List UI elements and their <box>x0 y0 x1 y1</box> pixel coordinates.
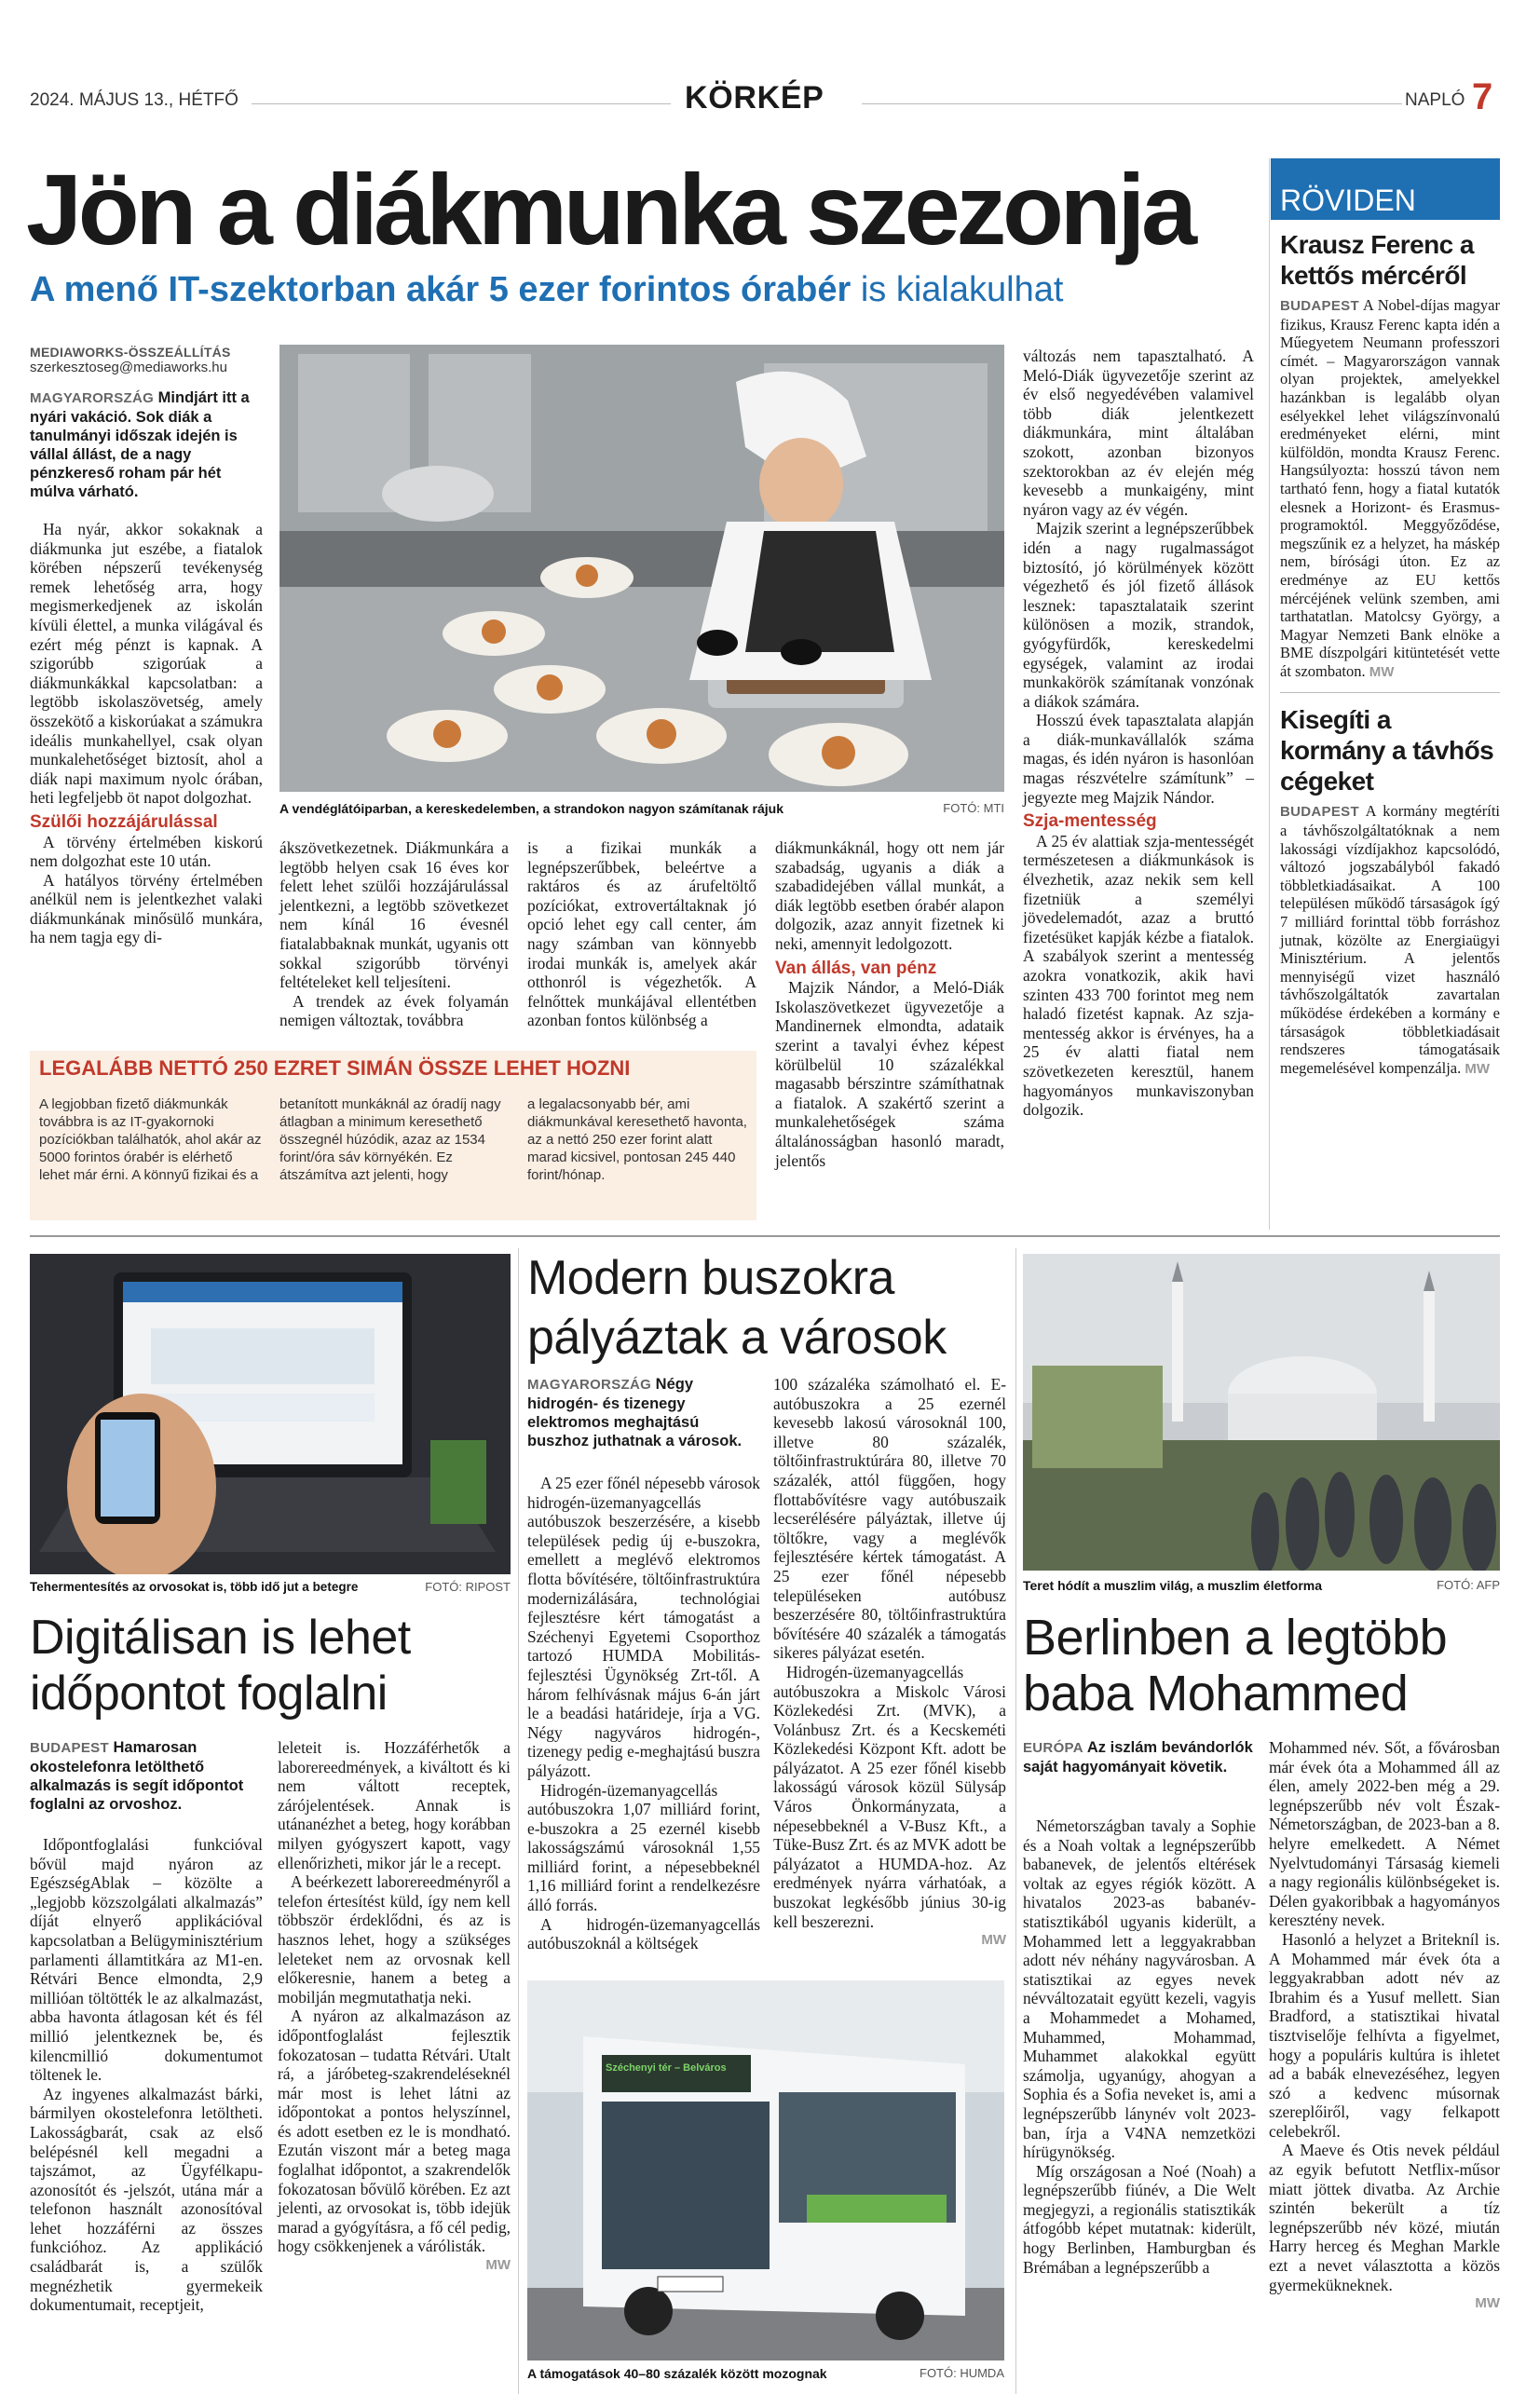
signature: MW <box>981 1932 1006 1949</box>
paragraph: Ha nyár, akkor sokaknak a diákmunka jut eszébe, a fiatalok körében népszerű tevékenység remek lehetőség arra, hogy megismerkedjenek az iskolán kívüli élettel, a munka világával és ezért még pénzt is kapnak. A szigorúbb szigorúak a diákmunkákkal kapcsolatban: a legtöbb iskolaszövetség, amely összekötő a kiskorúakat a számukra ideális munkahellyel, csak olyan munkalehetőséget biztosít, ahol a diák napi maximum nyolc órában, heti legfeljebb öt napot dolgozhat. <box>30 520 263 808</box>
roviden-item-title: Krausz Ferenc a kettős mércéről <box>1280 230 1474 290</box>
digital-col1 <box>30 1835 263 2315</box>
roviden-label: RÖVIDEN <box>1271 158 1500 220</box>
berlin-col1 <box>1023 1816 1256 2277</box>
info-box-title: LEGALÁBB NETTÓ 250 EZRET SIMÁN ÖSSZE LEHET HOZNI <box>39 1056 631 1080</box>
paragraph: Hidrogén-üzemanyagcellás autóbuszokra a Miskolc Városi Közlekedési Zrt. (MVK), a Volánbusz Zrt. és a Kecskeméti Közlekedési Központ Kft. adott be pályázatot. A 25 ezer főnél kisebb lakosságú városok közül Sülysáp Város Önkormányzata, a népesebbeknél a V-Busz Kft., a Tüke-Busz Zrt. és az MVK adott be pályázatot a HUMDA-hoz. Az eredmények nyárra várhatóak, a buszokat legkésőbb június 30-ig kell beszerezni. <box>773 1662 1006 1931</box>
lead-keyword: MAGYARORSZÁG <box>527 1377 652 1393</box>
paragraph: A beérkezett laborereedményről a telefon értesítést küld, így nem kell többször érdeklődni, és az is hasznos lehet, hogy a szükséges leleteket nem az orvosnak kell előkeresnie, hanem a beteg a mobilján megmutathatja neki. <box>278 1872 511 2007</box>
chef-photo <box>279 345 1004 792</box>
subtitle-rest: is kialakulhat <box>860 270 1064 309</box>
paragraph: Németországban tavaly a Sophie és a Noah voltak a legnépszerűbb babanevek, de jelentős eltérések voltak az egyes régiók között. A hivatalos 2023-as babanév-statisztikából ugyanis kiderült, a Mohammed lett a leggyakrabban adott név néhány nagyvárosban. A statisztikai az egyes nevek névváltozatait együtt kezeli, vagyis a Mohammedet a Mohamed, Muhammed, Mohammad, Muhammet alakokkal együtt számolja, ugyanúgy, ahogyan a Sophia és a Sofia neveket is, ami a legnépszerűbb lánynév volt 2023-ban, írja a V4NA nemzetközi hírügynökség. <box>1023 1816 1256 2162</box>
paragraph: változás nem tapasztalható. A Meló-Diák ügyvezetője szerint az év első negyedévében valamivel több diák jelentkezett diákmunkára, mint általában szokott, azonban bizonyos szektorokban az év elején még kevesebb a munkaigény, mint nyáron vagy az év végén. <box>1023 347 1254 519</box>
paragraph: A 25 év alattiak szja-mentességét természetesen a diákmunkások is élvezhetik, azaz nekik sem kell fizetniük a személyi jövedelemadót, azaz a bruttó fizetésüket kapják kézbe a fiatalok. A szabályok szerint a mentesség azokra vonatkozik, akik havi szinten 433 700 forintot meg nem haladó fizetést kapnak. Az szja-mentesség akkor is érvényes, ha a 25 év alatti fiatal nem szövetkezeten keresztül, hanem hagyományos munkaviszonyban dolgozik. <box>1023 831 1254 1120</box>
photo-credit: FOTÓ: HUMDA <box>920 2366 1004 2380</box>
paragraph: A Maeve és Otis nevek például az egyik befutott Netflix-műsor miatt jöttek divatba. Az Archie szintén bekerült a tíz legnépszerűbb név közé, miután Harry herceg és Meghan Markle ezt a nevet választotta a közös gyermekükneknek. <box>1269 2141 1500 2294</box>
roviden-item-title: Kisegíti a kormány a távhős cégeket <box>1280 705 1494 796</box>
paragraph: Hidrogén-üzemanyagcellás autóbuszokra 1,07 milliárd forint, e-buszokra a 25 ezernél kisebb lakosságszámú városoknál 1,55 milliárd forint, a népesebbeknél 1,16 milliárd forint a rendelkezésre álló forrás. <box>527 1780 760 1915</box>
mosque-photo <box>1023 1254 1500 1571</box>
paragraph: Majzik Nándor, a Meló-Diák Iskolaszövetkezet ügyvezetője a Mandinernek elmondta, adataik szerint a tavalyi évhez képest körülbelül 10 százalékkal magasabb bérszintre számíthatnak a fiatalok. A szakértő szerint a munkalehetőségek száma általánosságban hasonló maradt, jelentős <box>775 978 1004 1170</box>
info-box <box>30 1051 756 1220</box>
main-col2 <box>279 838 509 1030</box>
header-date: 2024. MÁJUS 13., HÉTFŐ <box>30 90 238 110</box>
photo-credit: FOTÓ: MTI <box>943 801 1004 815</box>
paragraph: A hidrogén-üzemanyagcellás autóbuszoknál a költségek <box>527 1914 760 1953</box>
paragraph: 100 százaléka számolható el. E-autóbuszokra a 25 ezernél kevesebb lakosú városoknál 100, illetve 80 százalék, töltőinfrastruktúrára 80, illetve 70 százalék, attól függően, hogy flottabővítésre vagy autóbuszaik lecserélésére pályáztak, illetve új töltőkre, vagy a meglévők fejlesztésére kértek támogatást. A 25 ezer főnél népesebb településeken autóbusz beszerzésére 80, töltőinfrastruktúra bővítésére 40 százalék a támogatás sikeres pályázat esetén. <box>773 1375 1006 1663</box>
paragraph: A törvény értelmében kiskorú nem dolgozhat este 10 után. <box>30 832 263 871</box>
paragraph: Az ingyenes alkalmazást bárki, bármilyen okostelefonra letöltheti. Lakosságbarát, csak az első belépésnél kell megadni a tajszámot, az Ügyfélkapu-azonosítót és -jelszót, utána már a telefonon használt azonosítóval lehet hozzáférni az összes funkcióhoz. Az applikáció családbarát is, a szülők megnézhetik gyermekeik dokumentumait, receptjeit, <box>30 2084 263 2315</box>
main-col5 <box>1023 347 1254 1120</box>
paper-name: NAPLÓ <box>1405 90 1465 110</box>
roviden-item-body <box>1280 802 1500 1078</box>
caption-text: A vendéglátóiparban, a kereskedelemben, a strandokon nagyon számítanak rájuk <box>279 801 783 816</box>
bus-title: Modern buszokra pályáztak a városok <box>527 1251 947 1365</box>
signature: MW <box>1475 2295 1500 2312</box>
photo-credit: FOTÓ: AFP <box>1437 1578 1500 1592</box>
paragraph: is a fizikai munkák a legnépszerűbbek, beleértve a raktáros és az árufeltöltő pozíciókat, extrovertáltaknak jó opció lehet egy call center, ám nagy számban van könnyebb irodai munkák is, amelyek akár otthonról is végezhetők. A felnőttek munkájával ellentétben azonban fontos különbség a <box>527 838 756 1030</box>
bus-lead <box>527 1375 760 1450</box>
bus-photo-caption <box>527 2366 1004 2381</box>
main-title: Jön a diákmunka szezonja <box>26 153 1193 265</box>
laptop-photo <box>30 1254 511 1574</box>
paragraph: Mohammed név. Sőt, a fővárosban már évek óta a Mohammed áll az élen, amely 2022-ben még a 29. legnépszerűbb név volt Észak-Németországban, de 2023-ban a 8. helyre emelkedett. A Német Nyelvtudományi Társaság kiemeli a nagy regionális különbségeket is. Délen gyakoribbak a hagyományos keresztény nevek. <box>1269 1738 1500 1930</box>
page-number: 7 <box>1472 76 1493 117</box>
lead-text: Négy hidrogén- és tizenegy elektromos meghajtású buszhoz juthatnak a városok. <box>527 1376 743 1449</box>
info-box-col3: a legalacsonyabb bér, ami diákmunkával keresethető havonta, az a nettó 250 ezer forint alatt marad kicsivel, pontosan 245 440 forint/hónap. <box>527 1096 747 1183</box>
paragraph: Hosszú évek tapasztalata alapján a diák-munkavállalók száma magas, és idén nyáron is hasonlóan magas részvételre számítunk” – jegyezte meg Majzik Nándor. <box>1023 711 1254 807</box>
roviden-item-text: A Nobel-díjas magyar fizikus, Krausz Ferenc kapta idén a Műegyetem Neumann professzori címét. – Magyarországon vannak olyan projektek, amelyekkel hazánkban is legalább olyan esélyekkel lehet világszínvonalú eredményeket elérni, mint külföldön, mondta Krausz Ferenc. Hangsúlyozta: hosszú távon nem tartható fenn, hogy a fiatal kutatók elesnek a Horizont- és Erasmus-programoktól. Meggyőződése, megszűnik ez a helyzet, ha máskép nem, bírósági úton. Ez az eredménye az EU kettős mércéjének velünk szemben, ami tarthatatlan. Matolcsy György, a Magyar Nemzeti Bank elnöke a BME díszpolgári kitüntetését vette át szombaton. <box>1280 296 1500 680</box>
chef-photo-illustration <box>279 345 1004 792</box>
roviden-item-body <box>1280 296 1500 681</box>
main-col3 <box>527 838 756 1030</box>
bus-destination-sign: Széchenyi tér – Belváros <box>606 2062 727 2074</box>
paragraph: A 25 ezer főnél népesebb városok hidrogén-üzemanyagcellás autóbuszok beszerzésére, a kisebb települések pedig új e-buszokra, emellett a meglévő elektromos flotta bővítésére, töltőinfrastruktúra modernizálására, technológiai fejlesztésre kért támogatást a Széchenyi Egyetemi Csoporthoz tartozó HUMDA Mobilitás-fejlesztési Ügynökség Zrt-től. A három felhívásnak május 6-án járt le a beadási határideje, írja a VG. Négy nagyváros hidrogén-, tizenegy pedig e-meghajtású buszra pályázott. <box>527 1474 760 1780</box>
berlin-lead <box>1023 1738 1256 1776</box>
subheading: Szülői hozzájárulással <box>30 811 218 832</box>
roviden-items <box>1280 229 1500 1078</box>
paragraph: Míg országosan a Noé (Noah) a legnépszerűbb fiúnév, a Die Welt megjegyzi, a regionális statisztikák átfogóbb képet mutatnak: kiderült, hogy Berlinben, Hamburgban és Brémában a legnépszerűbb a <box>1023 2161 1256 2277</box>
subheading: Van állás, van pénz <box>775 958 937 978</box>
paragraph: A hatályos törvény értelmében anélkül nem is jelentkezhet valaki diákmunkának minősülő munkára, ha nem tagja egy di- <box>30 870 263 947</box>
paragraph: diákmunkáknál, hogy ott nem jár szabadság, ugyanis a diák a szabadidejében vállal munkát, a diák legtöbb esetben órabér alapon dolgozik, azaz annyit fizetnek ki neki, amennyit ledolgozott. <box>775 838 1004 953</box>
mosque-photo-caption <box>1023 1578 1500 1593</box>
section-label: KÖRKÉP <box>685 80 824 116</box>
bus-photo <box>527 1980 1004 2360</box>
mosque-photo-illustration <box>1023 1254 1500 1571</box>
paragraph: Hasonló a helyzet a Britekníl is. A Mohammed már évek óta a leggyakrabban adott név az Ibrahim és a Yusuf mellett. Sian Bradford, a statisztikai hivatal tisztviselője felhívta a figyelmet, hogy a populáris kultúra is ihletet ad a babák elnevezéséhez, legyen szó a kedvenc músornak szereplőiről, vagy felkapott celebekről. <box>1269 1929 1500 2141</box>
roviden-item-keyword: BUDAPEST <box>1280 804 1359 821</box>
chef-photo-caption <box>279 801 1004 816</box>
paragraph: ákszövetkezetnek. Diákmunkára a legtöbb helyen csak 16 éves kor felett lehet szülői hozzájárulással jelentkezni, a legtöbb szövetkezet nem kínál 16 évesnél fiatalabbaknak munkát, ugyanis ott sokkal szigorúbb törvényi feltételeket kell teljesíteni. <box>279 838 509 992</box>
byline-email: szerkesztoseg@mediaworks.hu <box>30 360 227 375</box>
digital-lead <box>30 1738 263 1814</box>
lead-text: Mindjárt itt a nyári vakáció. Sok diák a tanulmányi időszak idején is vállal állást, de a nagy pénzkereső roham pár hét múlva várható. <box>30 389 250 500</box>
digital-col2 <box>278 1738 511 2276</box>
roviden-item-text: A kormány megtéríti a távhőszolgáltatóknak a nem lakossági vízdíjakhoz kapcsolódó, változó jogszabályból fakadó többletkiadásaikat. A 100 településen működő társaságok ígý 7 milliárd forinttal több forráshoz jutnak, közölte az Energiaügyi Minisztérium. A jelentős mennyiségű vizet használó távhőszolgáltatók zavartalan működése érdekében a kormány e társaságok többletkiadásait rendszeres támogatásaik megemelésével kompenzálja. <box>1280 802 1500 1077</box>
lead-keyword: EURÓPA <box>1023 1740 1083 1756</box>
bus-col2 <box>773 1375 1006 1951</box>
photo-credit: FOTÓ: RIPOST <box>425 1580 511 1594</box>
roviden-item <box>1280 704 1500 1078</box>
roviden-item <box>1280 229 1500 681</box>
lead <box>30 388 263 501</box>
byline: MEDIAWORKS-ÖSSZEÁLLÍTÁS <box>30 345 231 360</box>
main-col4 <box>775 838 1004 1170</box>
caption-text: Teret hódít a muszlim világ, a muszlim életforma <box>1023 1578 1323 1593</box>
main-col1-body <box>30 520 263 947</box>
lead-text: Az iszlám bevándorlók saját hagyományait követik. <box>1023 1739 1253 1775</box>
bus-col1 <box>527 1474 760 1953</box>
subtitle-bold: A menő IT-szektorban akár 5 ezer forintos órabér <box>30 270 852 309</box>
bus-photo-illustration <box>527 1980 1004 2360</box>
paragraph: Majzik szerint a legnépszerűbbek idén a nagy rugalmasságot biztosító, jó körülmények között végezhető és jól fizető állások lesznek: tapasztalataik szerint különösen a mozik, strandok, gyógyfürdők, kereskedelmi egységek, valamint az irodai munkakörök számítanak vonzónak a diákok számára. <box>1023 519 1254 711</box>
main-col1 <box>30 345 263 947</box>
lead-text: Hamarosan okostelefonra letölthető alkalmazás is segít időpontot foglalni az orvoshoz. <box>30 1739 244 1813</box>
subheading: Szja-mentesség <box>1023 811 1157 832</box>
berlin-title: Berlinben a legtöbb baba Mohammed <box>1023 1610 1448 1721</box>
paragraph: A trendek az évek folyamán nemigen változtak, továbbra <box>279 991 509 1030</box>
paragraph: Időpontfoglalási funkcióval bővül majd nyáron az EgészségAblak – közölte a „legjobb közszolgálati alkalmazás” díját elnyerő applikációval kapcsolatban a Belügyminisztérium parlamenti államtitkára az M1-en. Rétvári Bence elmondta, 2,9 millióan töltötték le az alkalmazást, abba havonta átlagosan két és fél millió jelentkeznek be, és kilencmillió dokumentumot töltenek le. <box>30 1835 263 2085</box>
berlin-col2 <box>1269 1738 1500 2314</box>
lead-keyword: BUDAPEST <box>30 1740 109 1756</box>
info-box-col2: betanított munkáknál az óradíj nagy átlagban a minimum keresethető összegnél húzódik, azaz az 1534 forint/óra sáv környékén. Ez átszámítva azt jelenti, hogy <box>279 1096 501 1183</box>
signature: MW <box>485 2257 511 2274</box>
caption-text: Tehermentesítés az orvosokat is, több idő jut a betegre <box>30 1580 359 1594</box>
laptop-photo-illustration <box>30 1254 511 1574</box>
main-subtitle <box>30 270 1063 310</box>
signature: MW <box>1465 1060 1491 1077</box>
signature: MW <box>1369 663 1395 680</box>
roviden-item-keyword: BUDAPEST <box>1280 298 1359 314</box>
lead-keyword: MAGYARORSZÁG <box>30 390 155 406</box>
laptop-photo-caption <box>30 1580 511 1594</box>
caption-text: A támogatások 40–80 százalék között mozognak <box>527 2366 827 2381</box>
paragraph: A nyáron az alkalmazáson az időpontfoglalást fejlesztik fokozatosan – tudatta Rétvári. Utalt rá, a járóbeteg-szakrendeléseknél már most is lehet látni az időpontokat a pontos helyszínnel, és adott esetben ez le is mondható. Ezután viszont már a beteg maga foglalhat időpontot, a szakrendelők fokozatosan bővülő körében. Ez azt jelenti, az orvosokat is, több idejük marad a gyógyításra, a fő cél pedig, hogy csökkenjenek a várólisták. <box>278 2007 511 2256</box>
info-box-col1: A legjobban fizető diákmunkák továbbra is az IT-gyakornoki pozíciókban találhatók, ahol akár az 5000 forintos órabér is elérhető lehet már érni. A könnyű fizikai és a <box>39 1096 262 1183</box>
digital-title: Digitálisan is lehet időpontot foglalni <box>30 1611 411 1721</box>
paragraph: leleteit is. Hozzáférhetők a laborereedmények, a kiváltott és ki nem váltott receptek, zárójelentések. Annak is utánanézhet a beteg, hogy korábban milyen gyógyszert kapott, vagy ellenőrizheti, mikor jár le a recept. <box>278 1738 511 1872</box>
